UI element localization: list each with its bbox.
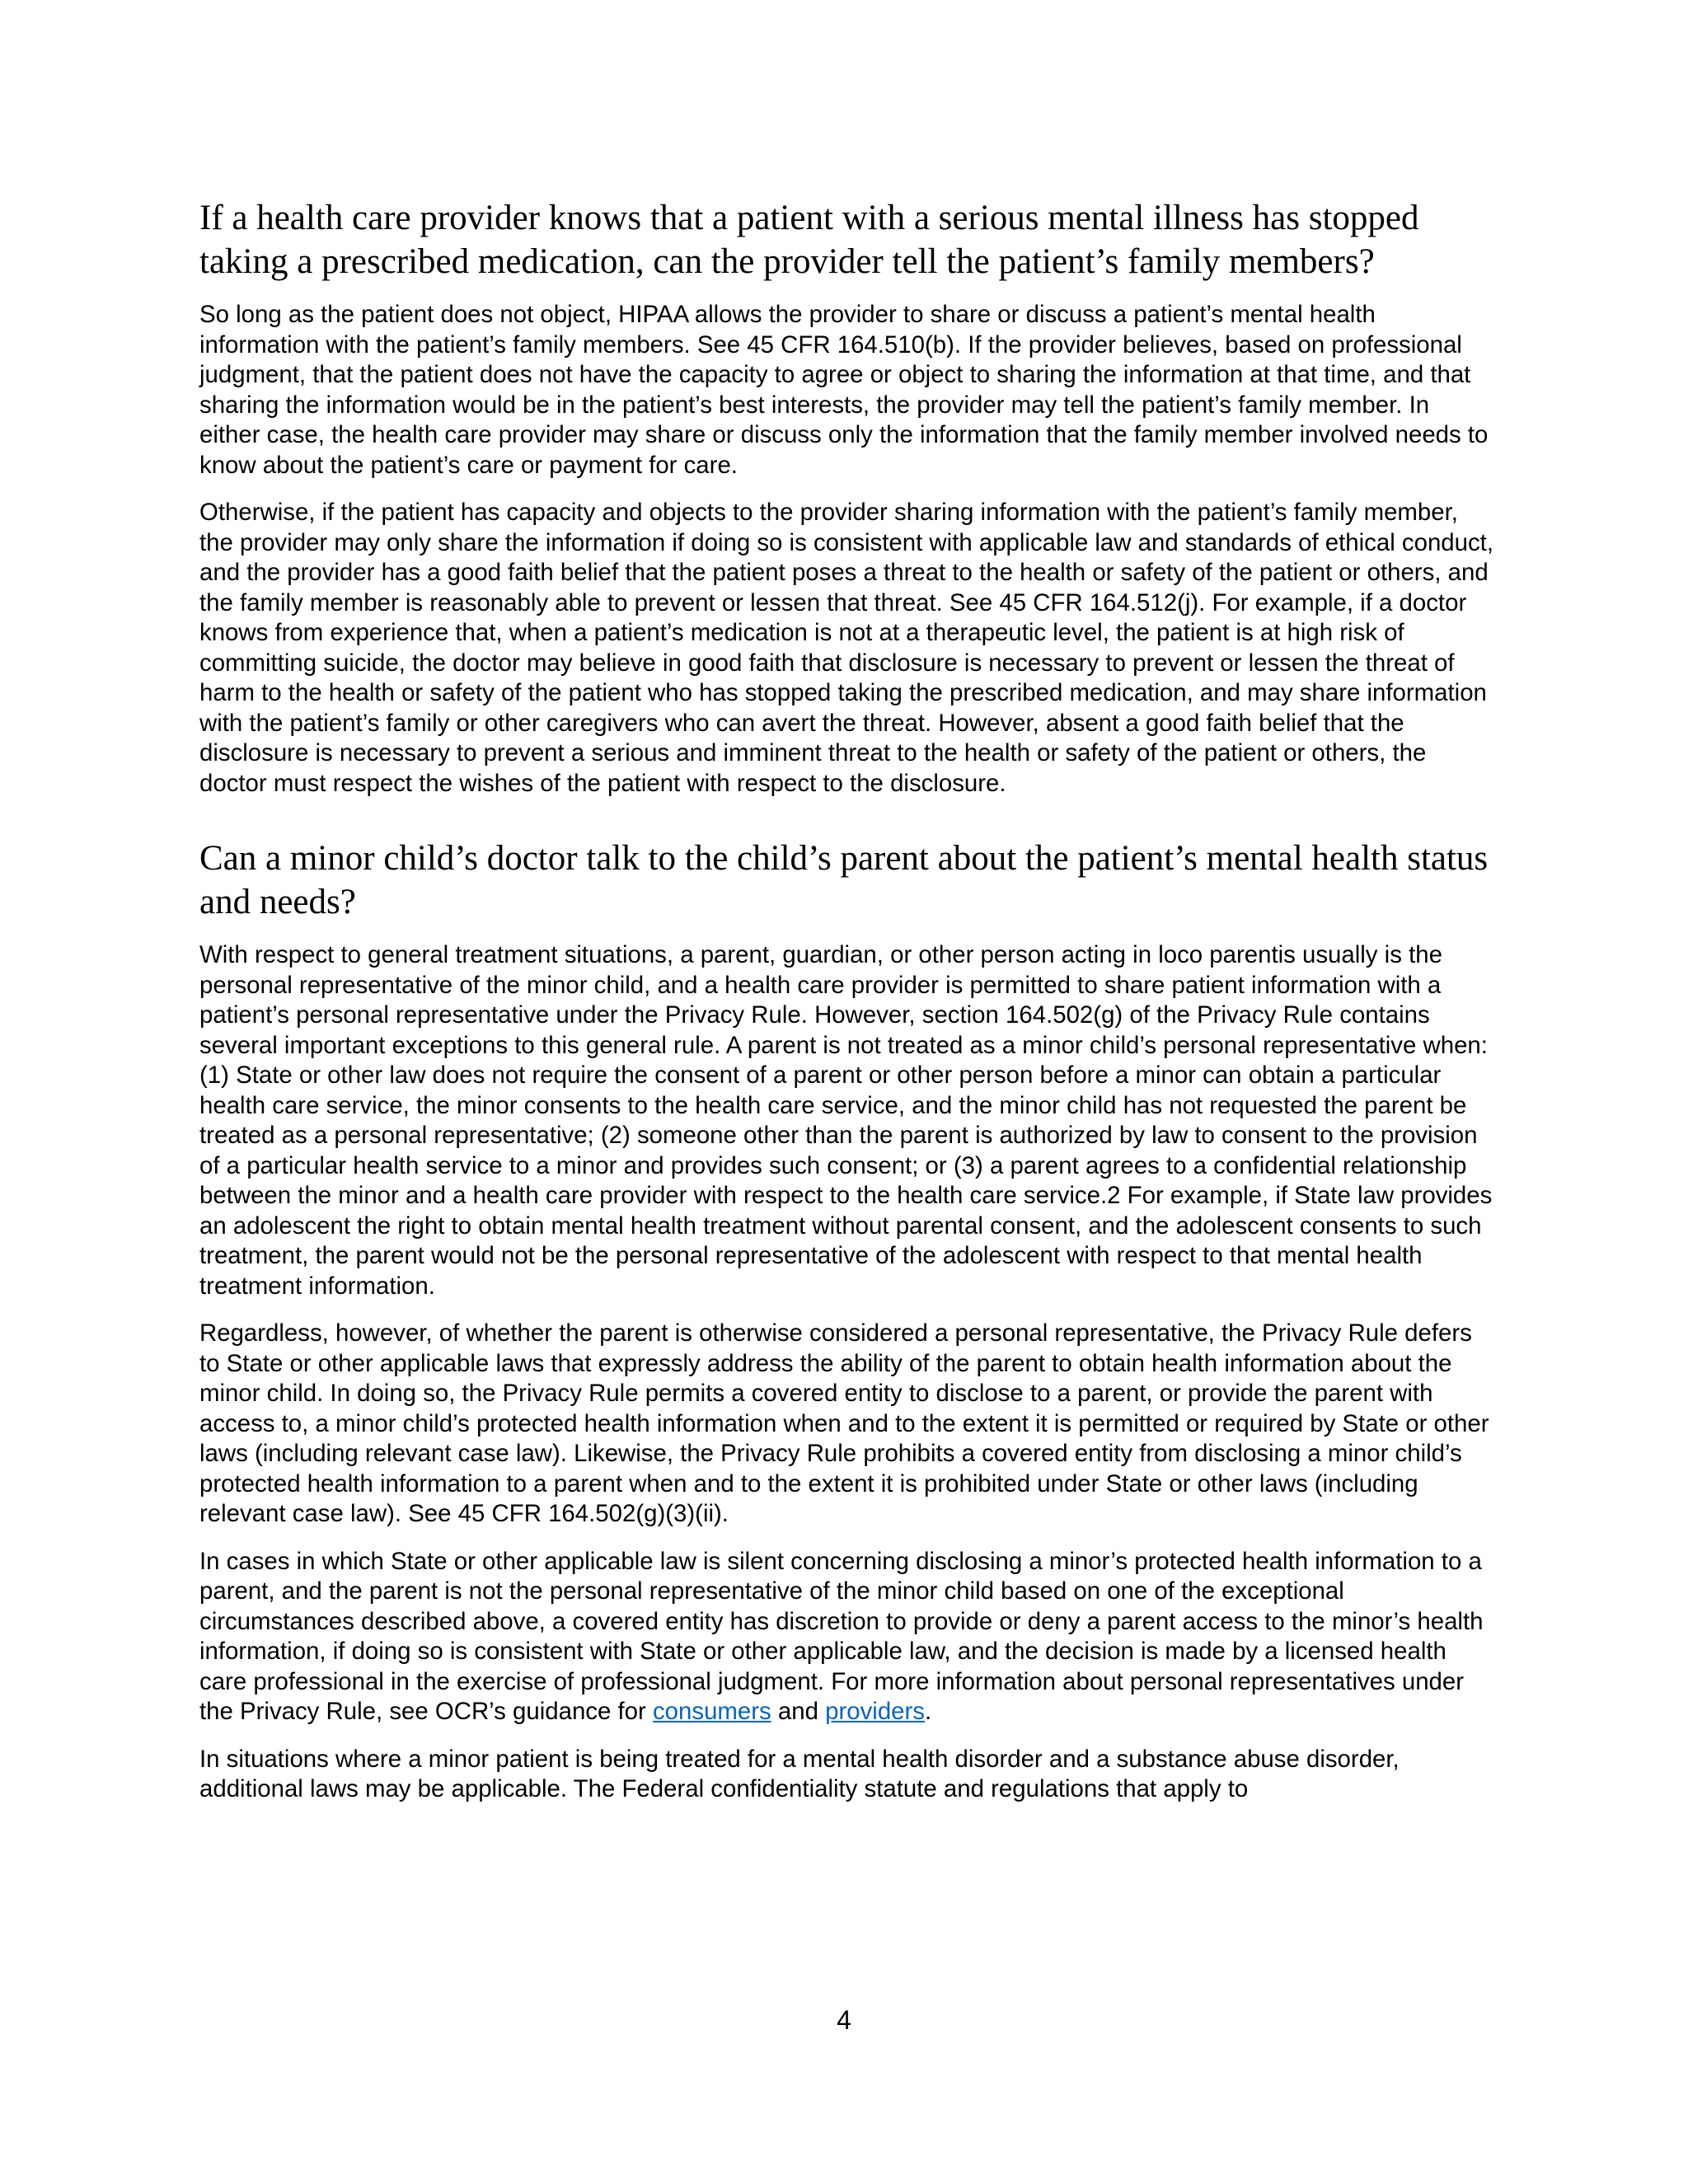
consumers-link[interactable]: consumers [652,1698,771,1725]
paragraph-general-treatment: With respect to general treatment situations, a parent, guardian, or other person acting in loco parentis usually is the personal representative of the minor child, and a health care provider is permitted to share patient information with a patient’s personal representative under the Privacy Rule. However, section 164.502(g) of the Privacy Rule contains several important exceptions to this general rule. A parent is not treated as a minor child’s personal representative when: (1) State or other law does not require the consent of a parent or other person before a minor can obtain a particular health care service, the minor consents to the health care service, and the minor child has not requested the parent be treated as a personal representative; (2) someone other than the parent is authorized by law to consent to the provision of a particular health service to a minor and provides such consent; or (3) a parent agrees to a confidential relationship between the minor and a health care provider with respect to the health care service.2 For example, if State law provides an adolescent the right to obtain mental health treatment without parental consent, and the adolescent consents to such treatment, the parent would not be the personal representative of the adolescent with respect to that mental health treatment information. [199,941,1493,1300]
section-heading-family-members: If a health care provider knows that a patient with a serious mental illness has stopped taking a prescribed medication, can the provider tell the patient’s family members? [199,199,1419,281]
paragraph-substance-abuse: In situations where a minor patient is being treated for a mental health disorder and a substance abuse disorder, additional laws may be applicable. The Federal confidentiality statute and regulations that apply to [199,1745,1400,1802]
paragraph-capacity-objects: Otherwise, if the patient has capacity and objects to the provider sharing information with the patient’s family member, the provider may only share the information if doing so is consistent with applicable law and standards of ethical conduct, and the provider has a good faith belief that the patient poses a threat to the health or safety of the patient or others, and the family member is reasonably able to prevent or lessen that threat. See 45 CFR 164.512(j). For example, if a doctor knows from experience that, when a patient’s medication is not at a therapeutic level, the patient is at high risk of committing suicide, the doctor may believe in good faith that disclosure is necessary to prevent or lessen the threat of harm to the health or safety of the patient who has stopped taking the prescribed medication, and may share information with the patient’s family or other caregivers who can avert the threat. However, absent a good faith belief that the disclosure is necessary to prevent a serious and imminent threat to the health or safety of the patient or others, the doctor must respect the wishes of the patient with respect to the disclosure. [199,499,1494,797]
paragraph-text-before-links: In cases in which State or other applicable law is silent concerning disclosing a minor’s protected health information to a parent, and the parent is not the personal representative of the minor child based on one of the exceptional circumstances described above, a covered entity has discretion to provide or deny a parent access to the minor’s health information, if doing so is consistent with State or other applicable law, and the decision is made by a licensed health care professional in the exercise of professional judgment. For more information about personal representatives under the Privacy Rule, see OCR’s guidance for [199,1547,1484,1725]
paragraph-text-between-links: and [771,1698,826,1725]
page-number: 4 [837,2005,851,2035]
page-content [199,196,1493,1822]
paragraph-state-law-deference: Regardless, however, of whether the parent is otherwise considered a personal representative, the Privacy Rule defers to State or other applicable laws that expressly address the ability of the parent to obtain health information about the minor child. In doing so, the Privacy Rule permits a covered entity to disclose to a parent, or provide the parent with access to, a minor child’s protected health information when and to the extent it is permitted or required by State or other laws (including relevant case law). Likewise, the Privacy Rule prohibits a covered entity from disclosing a minor child’s protected health information to a parent when and to the extent it is prohibited under State or other laws (including relevant case law). See 45 CFR 164.502(g)(3)(ii). [199,1319,1489,1527]
paragraph-silent-state-law [199,1547,1493,1727]
paragraph-family-sharing: So long as the patient does not object, HIPAA allows the provider to share or discuss a patient’s mental health information with the patient’s family members. See 45 CFR 164.510(b). If the provider believes, based on professional judgment, that the patient does not have the capacity to agree or object to sharing the information at that time, and that sharing the information would be in the patient’s best interests, the provider may tell the patient’s family member. In either case, the health care provider may share or discuss only the information that the family member involved needs to know about the patient’s care or payment for care. [199,301,1489,479]
paragraph-text-after-links: . [925,1698,932,1725]
providers-link[interactable]: providers [825,1698,925,1725]
section-heading-minor-child: Can a minor child’s doctor talk to the child’s parent about the patient’s mental health status and needs? [199,839,1489,921]
